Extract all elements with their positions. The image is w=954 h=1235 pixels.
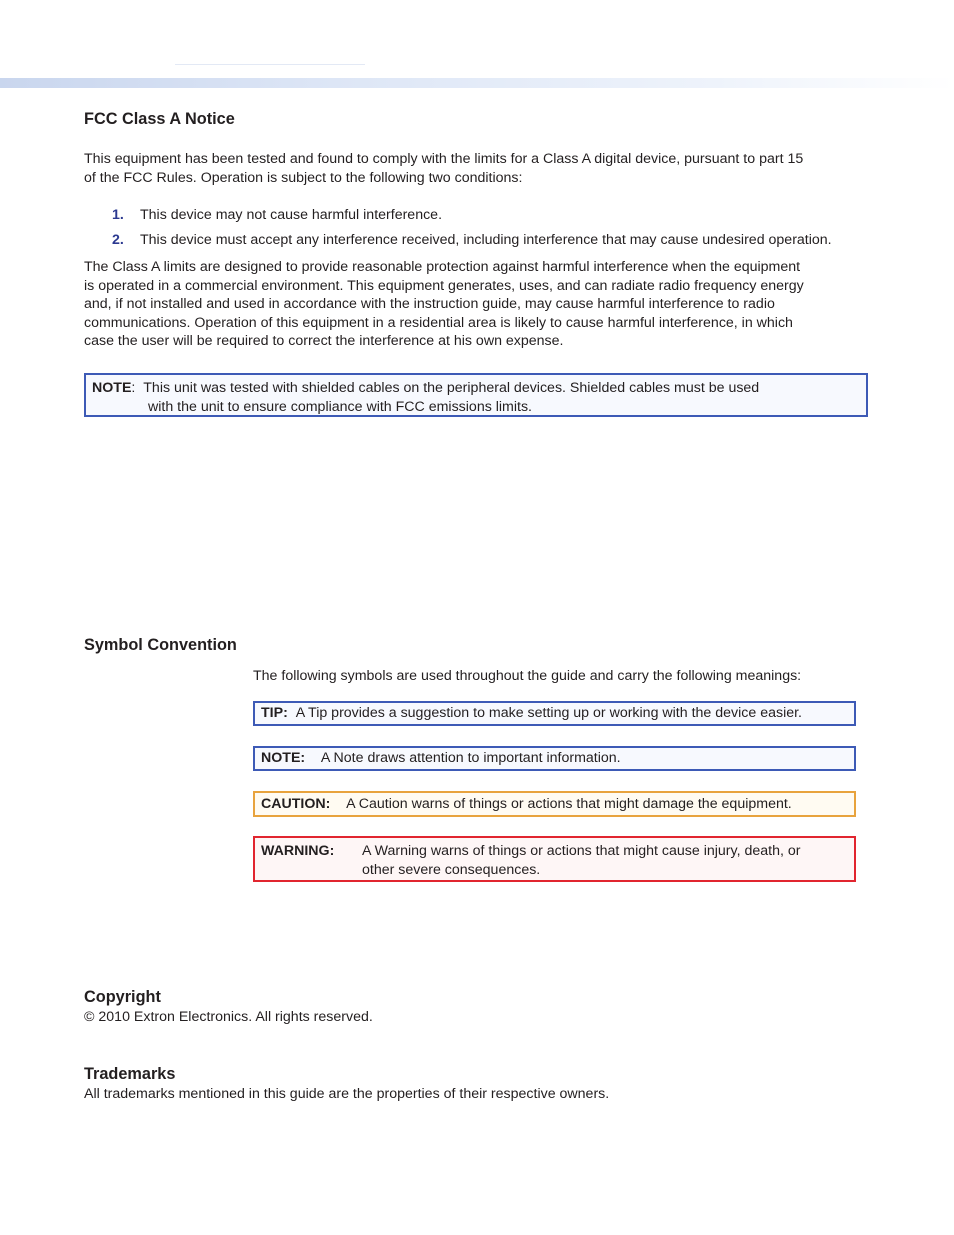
tip-label: TIP:: [261, 705, 288, 721]
header-rule: [175, 64, 365, 65]
symbol-intro: The following symbols are used throughout the guide and carry the following meanings:: [253, 668, 802, 684]
fcc-body-line: communications. Operation of this equipment in a residential area is likely to cause harmful interference, in which: [84, 314, 793, 331]
warning-label: WARNING:: [261, 843, 335, 859]
fcc-heading: FCC Class A Notice: [84, 110, 235, 128]
list-text: This device may not cause harmful interference.: [140, 207, 443, 223]
fcc-intro-line-2: of the FCC Rules. Operation is subject to the following two conditions:: [84, 169, 523, 186]
tip-box: [253, 701, 856, 726]
note-text: This unit was tested with shielded cables on the peripheral devices. Shielded cables must be used: [143, 380, 760, 396]
trademarks-text: All trademarks mentioned in this guide are the properties of their respective owners.: [84, 1086, 610, 1102]
fcc-condition-item: [112, 230, 832, 250]
caution-box: [253, 791, 856, 817]
note-label: NOTE: [92, 380, 132, 396]
note-box: [253, 746, 856, 771]
note-colon: :: [131, 380, 136, 396]
note-text: A Note draws attention to important information.: [320, 750, 621, 766]
warning-line-2: other severe consequences.: [362, 862, 541, 878]
warning-text: [362, 842, 800, 880]
warning-box: [253, 836, 856, 882]
warning-row: [261, 842, 848, 880]
copyright-heading: Copyright: [84, 988, 161, 1006]
caution-text: A Caution warns of things or actions that might damage the equipment.: [346, 796, 792, 812]
list-text: This device must accept any interference received, including interference that may cause undesired operation.: [140, 232, 832, 248]
list-number: 1.: [112, 207, 124, 223]
caution-label: CAUTION:: [261, 796, 331, 812]
fcc-condition-item: [112, 205, 442, 225]
fcc-intro-line-1: This equipment has been tested and found to comply with the limits for a Class A digital device, pursuant to part 15: [84, 151, 804, 167]
list-number: 2.: [112, 232, 124, 248]
fcc-body-line: The Class A limits are designed to provide reasonable protection against harmful interference when the equipment: [84, 259, 801, 275]
fcc-note-line-1: [92, 379, 860, 398]
fcc-body: [84, 258, 804, 351]
fcc-note-line-2: with the unit to ensure compliance with FCC emissions limits.: [148, 398, 532, 415]
fcc-body-line: and, if not installed and used in accordance with the instruction guide, may cause harmful interference to radio: [84, 296, 775, 312]
fcc-body-line: case the user will be required to correct the interference at his own expense.: [84, 333, 564, 349]
fcc-note-box: [84, 373, 868, 417]
tip-text: A Tip provides a suggestion to make setting up or working with the device easier.: [295, 705, 802, 721]
warning-line-1: A Warning warns of things or actions that might cause injury, death, or: [362, 843, 801, 859]
trademarks-heading: Trademarks: [84, 1065, 176, 1083]
header-gradient-bar: [0, 78, 954, 88]
fcc-intro: [84, 150, 803, 187]
note-label: NOTE:: [261, 750, 306, 766]
symbol-convention-heading: Symbol Convention: [84, 636, 237, 654]
copyright-text: © 2010 Extron Electronics. All rights reserved.: [84, 1009, 373, 1025]
fcc-body-line: is operated in a commercial environment. This equipment generates, uses, and can radiate radio frequency energy: [84, 277, 804, 294]
